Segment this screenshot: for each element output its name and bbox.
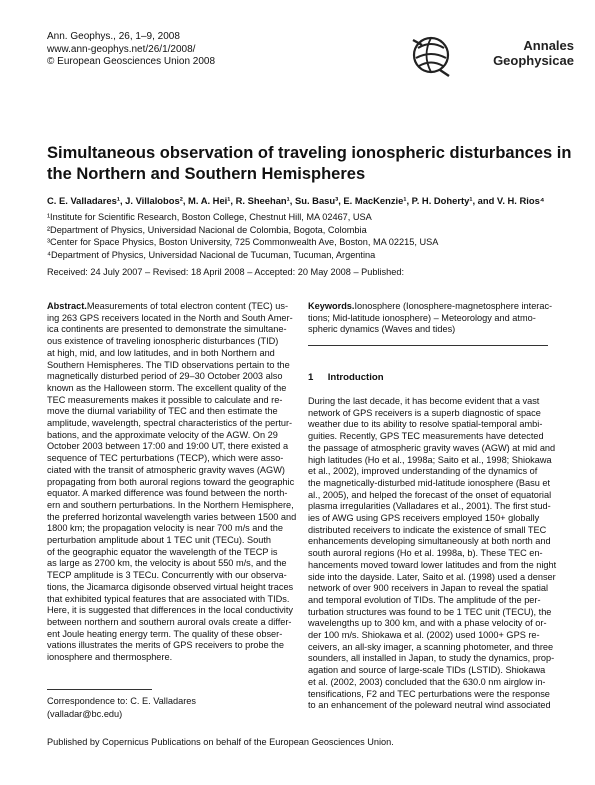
text-line: Here, it is suggested that differences in the local conductivity [47,605,293,616]
affiliation-1: ¹Institute for Scientific Research, Boston College, Chestnut Hill, MA 02467, USA [47,212,372,222]
section-heading-introduction [308,372,384,383]
text-line: bations, and the approximate velocity of the AGW. On 29 [47,429,278,440]
text-line: der 100 m/s. Shiokawa et al. (2002) used 1000+ GPS re- [308,630,540,641]
text-line: vations illustrates the merits of GPS receivers to probe the [47,640,284,651]
text-line: ies of AWG using GPS receivers employed 150+ globally [308,513,540,524]
text-line: equator. A marked difference was found between the north- [47,488,288,499]
journal-citation: Ann. Geophys., 26, 1–9, 2008 [47,31,180,42]
text-line: ous existence of traveling ionospheric disturbances (TID) [47,336,279,347]
text-line: perturbation amplitude about 1 TEC unit (TECu). South [47,535,272,546]
keywords-line: Keywords.Ionosphere (Ionosphere-magnetosphere interac- [308,301,553,311]
text-line: tensifications, F2 and TEC perturbations were the response [308,688,550,699]
keywords [308,301,572,336]
author-list: C. E. Valladares¹, J. Villalobos², M. A. Hei¹, R. Sheehan¹, Su. Basu³, E. MacKenzie¹, P. H. Doherty¹, and V. H. Rios⁴ [47,195,545,206]
text-line: ern and southern perturbations. In the Northern Hemisphere, [47,499,294,510]
correspondence-email[interactable]: (valladar@bc.edu) [47,708,123,719]
publisher-footer: Published by Copernicus Publications on behalf of the European Geosciences Union. [47,737,394,747]
text-line: sounders, all installed in Japan, to study the dynamics, prop- [308,653,555,664]
text-line: 1800 km; the propagation velocity is near 700 m/s and the [47,523,283,534]
correspondence-name: Correspondence to: C. E. Valladares [47,696,196,706]
text-line: During the last decade, it has become evident that a vast [308,396,540,406]
text-line: of the geographic equator the wavelength of the TECP is [47,546,278,557]
text-line: the magnetically-disturbed mid-latitude ionosphere (Basu et [308,477,551,488]
egu-globe-logo-icon [410,32,452,78]
text-line: ica continents are presented to demonstrate the simultane- [47,324,287,335]
abstract-label: Abstract. [47,301,87,311]
text-line: the preferred horizontal wavelength varies between 1500 and [47,511,297,522]
keywords-label: Keywords. [308,301,355,311]
text-line: et al. (2002, 2003) concluded that the 630.0 nm airglow in- [308,676,546,687]
text-line: amplitude, wavelength, spectral characteristics of the pertur- [47,418,293,429]
abstract [47,301,305,664]
text-line: ent Joule heating energy term. The quality of these obser- [47,628,283,639]
text-line: ionosphere and thermosphere. [47,652,173,663]
text-line: south auroral regions (Ho et al. 1998a, b). These TEC en- [308,548,543,559]
journal-logo [410,30,575,80]
section-number: 1 [308,372,314,383]
journal-header [47,31,215,69]
text-line: network of over 900 receivers in Japan to reveal the spatial [308,583,549,594]
abstract-line: Abstract.Measurements of total electron content (TEC) us- [47,301,289,311]
text-line: plasma irregularities (Valladares et al., 2001). The first stud- [308,501,551,512]
keywords-line: tions; Mid-latitude ionosphere) – Meteorology and atmo- [308,312,536,323]
text-line: ceivers, an all-sky imager, a scanning photometer, and three [308,641,554,652]
logo-line-2: Geophysicae [493,53,574,68]
footnote-divider [47,689,152,690]
text-line: TECP amplitude is 3 TECu. Concurrently with our observa- [47,570,287,581]
text-line: et al., 2002), improved understanding of the dynamics of [308,466,538,477]
text-line: agation and source of large-scale TIDs (LSTID). Shiokawa [308,665,546,676]
journal-url[interactable]: www.ann-geophys.net/26/1/2008/ [47,43,196,55]
text-line: move the diurnal variability of TEC and then estimate the [47,406,278,417]
text-line: ing 263 GPS receivers located in the North and South Amer- [47,312,293,323]
section-title: Introduction [327,372,384,383]
text-line: tions, the Jicamarca digisonde observed virtual height traces [47,581,294,592]
affiliations [47,211,438,261]
text-line: high latitudes (Ho et al., 1998a; Saito et al., 1998; Shiokawa [308,454,552,465]
text-line: and temporal evolution of TIDs. The amplitude of the per- [308,594,541,605]
text-line: October 2003 between 17:00 and 19:00 UT, there existed a [47,441,289,452]
text-line: the passage of atmospheric gravity waves (AGW) at mid and [308,442,556,453]
text-line: enhancements developing simultaneously at both north and [308,536,551,547]
text-line: propagating from both auroral regions toward the geographic [47,476,295,487]
text-line: al., 2005), and helped the forecast of the onset of equatorial [308,489,552,500]
text-line: side into the dayside. Later, Saito et al. (1998) used a denser [308,571,556,582]
text-line: magnetically disturbed period of 29–30 October 2003 also [47,371,283,382]
logo-wordmark [456,38,574,68]
keywords-line: spheric dynamics (Waves and tides) [308,324,456,335]
text-line: TEC measurements makes it possible to calculate and re- [47,394,283,405]
text-line: guities. Recently, GPS TEC measurements have detected [308,431,544,442]
text-line: network of GPS receivers is a superb diagnostic of space [308,407,541,418]
text-line: turbation structures was found to be 1 TEC unit (TECU), the [308,606,552,617]
paper-title: Simultaneous observation of traveling ionospheric disturbances in the Northern and Southern Hemispheres [47,144,572,183]
copyright-line: © European Geosciences Union 2008 [47,56,216,67]
received-dates: Received: 24 July 2007 – Revised: 18 April 2008 – Accepted: 20 May 2008 – Published: [47,267,405,277]
introduction-body [308,396,580,712]
text-line: hancements moved toward lower latitudes and from the night [308,559,557,570]
text-line: as large as 2700 km, the velocity is about 550 m/s, and the [47,558,287,569]
affiliation-2: ²Department of Physics, Universidad Nacional de Colombia, Bogota, Colombia [47,224,367,235]
affiliation-4: ⁴Department of Physics, Universidad Nacional de Tucuman, Tucuman, Argentina [47,249,376,260]
text-line: at high, mid, and low latitudes, and in both Northern and [47,347,275,358]
text-line: that exhibited typical features that are associated with TIDs. [47,593,290,604]
keywords-divider [308,345,548,346]
text-line: to an enhancement of the poleward neutral wind associated [308,700,551,711]
text-line: sequence of TEC perturbations (TECP), which were asso- [47,453,284,464]
text-line: Southern Hemispheres. The TID observations pertain to the [47,359,290,370]
logo-line-1: Annales [523,38,574,53]
text-line: known as the Halloween storm. The excellent quality of the [47,382,287,393]
correspondence [47,695,196,720]
text-line: wavelengths up to 300 km, and with a phase velocity of or- [308,618,547,629]
text-line: between northern and southern auroral ovals create a differ- [47,616,292,627]
text-line: ciated with the transit of atmospheric gravity waves (AGW) [47,464,285,475]
affiliation-3: ³Center for Space Physics, Boston University, 725 Commonwealth Ave, Boston, MA 02215, USA [47,237,439,248]
text-line: weather due to its ability to resolve spatial-temporal ambi- [308,419,543,430]
text-line: distributed receivers to indicate the existence of small TEC [308,524,547,535]
